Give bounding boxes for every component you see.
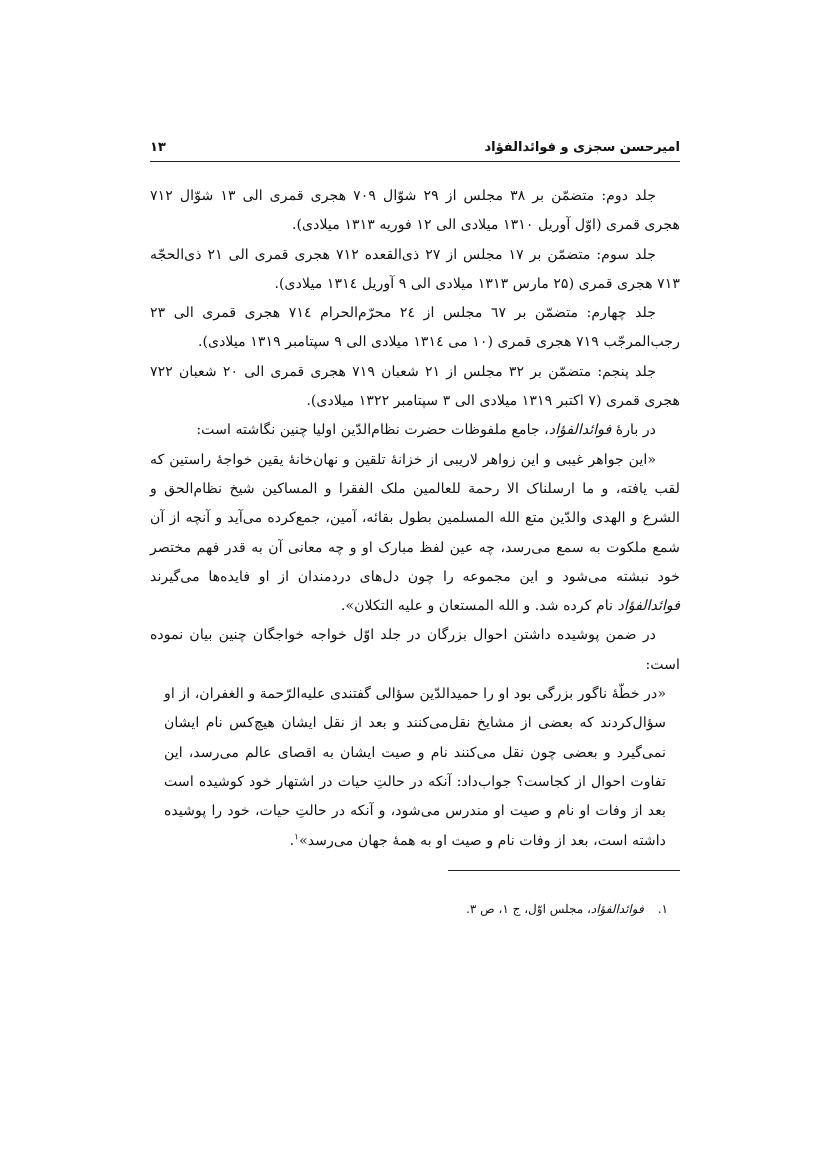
footnote-text: ، مجلس اوّل، ج ۱، ص ۳. bbox=[466, 901, 591, 916]
quote-2-block: «در خطّهٔ ناگور بزرگی بود او را حمیدالدّین سؤالی گفتندی علیه‌الرّحمة و الغفران، از او سؤال‌کردند که بعضی از مشایخ نقل‌می‌کنند و بعد از نقل ایشان هیچ‌کس نام ایشان نمی‌گیرد و بعضی چون نقل می‌کنند نام و صیت ایشان به اقصای عالم می‌رسد، این تفاوت احوال از کجاست؟ جواب‌داد: آنکه در حالتِ حیات در اشتهار خود کوشیده است بعد از وفات او نام و صیت او مندرس می‌شود، و آنکه در حالتِ حیات، خود را پوشیده داشته است، بعد از وفات نام و صیت او به همهٔ جهان می‌رسد»$^۱$. bbox=[164, 686, 666, 849]
intro-paragraph bbox=[150, 416, 680, 445]
intro-after: ، جامع ملفوظات حضرت نظام‌الدّین اولیا چنین نگاشته است: bbox=[196, 422, 549, 439]
running-title: امیرحسن سجزی و فوائدالفؤاد bbox=[484, 140, 680, 155]
volume-4-paragraph: جلد چهارم: متضمّن بر ٦۷ مجلس از ۲٤ محرّم‌الحرام ۷۱٤ هجری قمری الی ۲۳ رجب‌المرجّب ۷۱۹ هجری قمری (۱۰ می ۱۳۱٤ میلادی الی ۹ سپتامبر ۱۳۱۹ میلادی). bbox=[150, 305, 680, 351]
quote-1-paragraph bbox=[150, 446, 680, 622]
footnote-reference[interactable]: ۱ bbox=[294, 831, 300, 842]
volume-2-paragraph: جلد دوم: متضمّن بر ۳۸ مجلس از ۲۹ شوّال ۷۰۹ هجری قمری الی ۱۳ شوّال ۷۱۲ هجری قمری (اوّل آوریل ۱۳۱۰ میلادی الی ۱۲ فوریه ۱۳۱۳ میلادی). bbox=[150, 188, 680, 234]
running-header bbox=[150, 140, 680, 162]
page-number: ۱۳ bbox=[150, 140, 166, 155]
intro-book-title: فوائدالفؤاد bbox=[548, 422, 612, 439]
footnote-separator bbox=[150, 856, 680, 870]
body-text bbox=[150, 182, 680, 856]
page-content bbox=[150, 140, 680, 916]
intro-before: در بارهٔ bbox=[611, 422, 656, 439]
quote-1-text: «این جواهر غیبی و این زواهر لاریبی از خزانهٔ تلقین و نهان‌خانهٔ یقین خواجهٔ راستین که لقب یافته، و ما ارسلناک الا رحمة للعالمین ملک الفقرا و المساکین شیخ نظام‌الحق و الشرع و الهدی والدّین متع الله المسلمین بطول بقائه، آمین، جمع‌کرده می‌آید و آنچه از آن شمع ملکوت به سمع می‌رسد، چه عین لفظ مبارک او و چه معانی آن به قدر فهم مختصر خود نبشته می‌شود و این مجموعه را چون دل‌های دردمندان از او فایده‌ها می‌گیرند bbox=[150, 451, 680, 585]
quote-2-text: «در خطّهٔ ناگور بزرگی بود او را حمیدالدّین سؤالی گفتندی علیه‌الرّحمة و الغفران، از او سؤال‌کردند که بعضی از مشایخ نقل‌می‌کنند و بعد از نقل ایشان هیچ‌کس نام ایشان نمی‌گیرد و بعضی چون نقل می‌کنند نام و صیت ایشان به اقصای عالم می‌رسد، این تفاوت احوال از کجاست؟ جواب‌داد: آنکه در حالتِ حیات در اشتهار خود کوشیده است بعد از وفات او نام و صیت او مندرس می‌شود، و آنکه در حالتِ حیات، خود را پوشیده داشته است، بعد از وفات نام و صیت او به همهٔ جهان می‌رسد» bbox=[164, 686, 666, 849]
footnote-number: ۱. bbox=[657, 901, 668, 916]
quote-1-book-title: فوائدالفؤاد bbox=[617, 598, 680, 615]
intro-2-paragraph: در ضمن پوشیده داشتن احوال بزرگان در جلد اوّل خواجه خواجگان چنین بیان نموده است: bbox=[150, 627, 680, 673]
volume-3-paragraph: جلد سوم: متضمّن بر ۱۷ مجلس از ۲۷ ذی‌القعده ۷۱۲ هجری قمری الی ۲۱ ذی‌الحجّه ۷۱۳ هجری قمری (۲۵ مارس ۱۳۱۳ میلادی الی ۹ آوریل ۱۳۱٤ میلادی). bbox=[150, 246, 680, 292]
quote-1-end: نام کرده شد. و الله المستعان و علیه التکلان». bbox=[340, 598, 618, 615]
volume-5-paragraph: جلد پنجم: متضمّن بر ۳۲ مجلس از ۲۱ شعبان ۷۱۹ هجری قمری الی ۲۰ شعبان ۷۲۲ هجری قمری (۷ اکتبر ۱۳۱۹ میلادی الی ۳ سپتامبر ۱۳۲۲ میلادی). bbox=[150, 363, 680, 410]
footnote bbox=[150, 902, 680, 916]
footnote-book-title: فوائدالفؤاد bbox=[590, 901, 644, 916]
footnote-rule bbox=[448, 870, 680, 871]
